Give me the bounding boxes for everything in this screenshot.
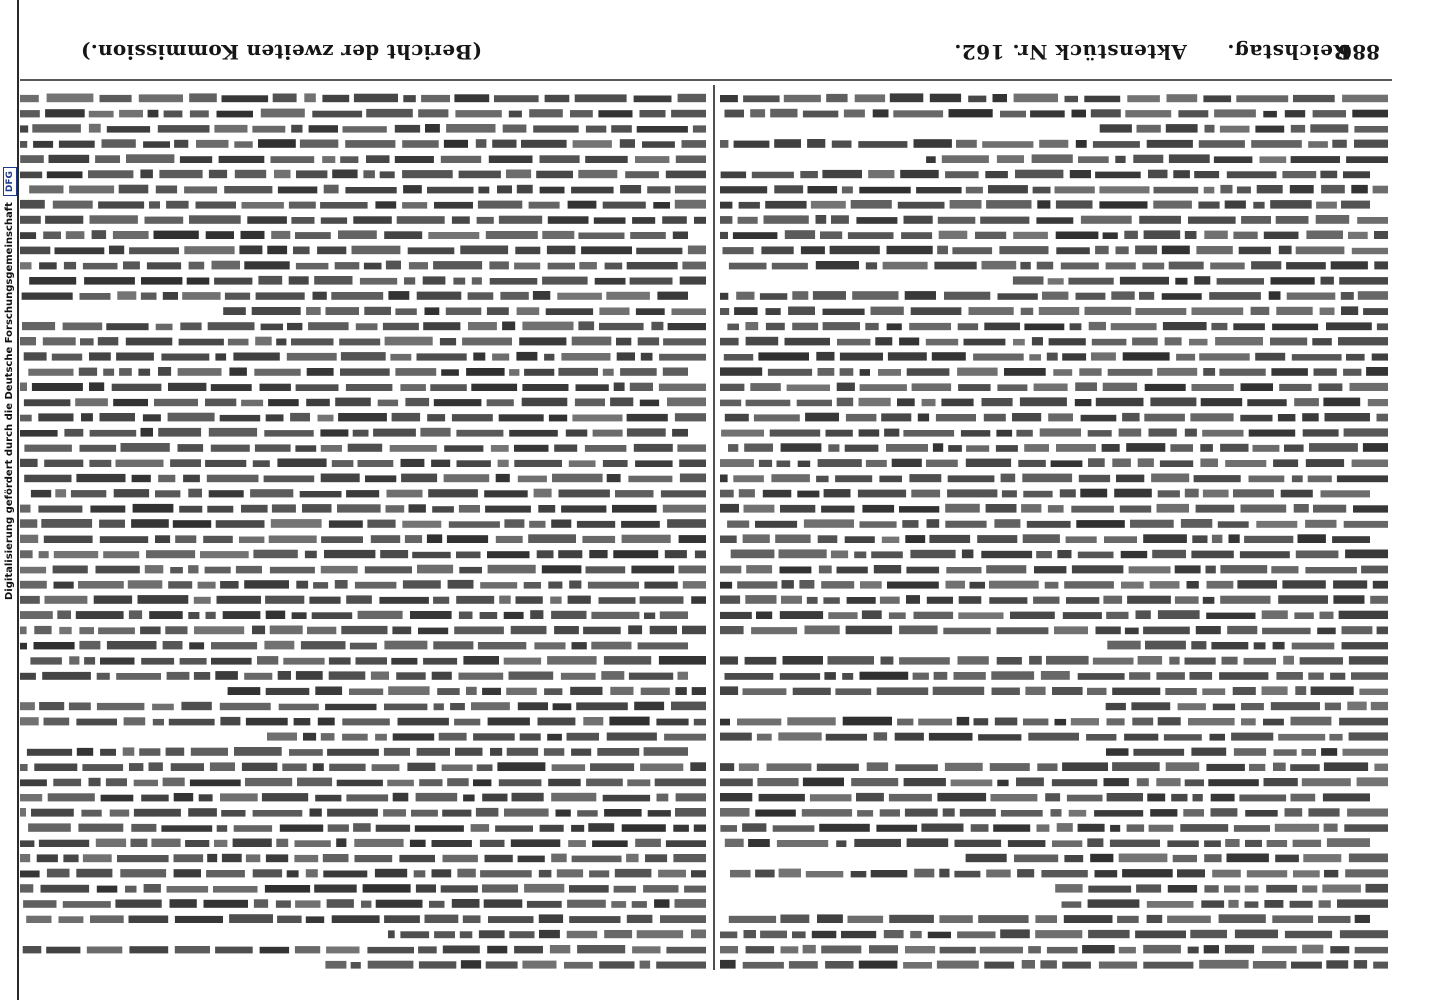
digitization-footer (2, 160, 17, 600)
page-number: 886 (1338, 40, 1380, 64)
running-head-center: Aktenstück Nr. 162. (953, 40, 1187, 64)
footer-text: Digitalisierung gefördert durch die Deutsche Forschungsgemeinschaft (4, 202, 15, 600)
dfg-logo: DFG (3, 167, 17, 196)
running-head-left: Reichstag. (1226, 40, 1350, 64)
running-head-right: (Bericht der zweiten Kommission.) (80, 40, 482, 64)
running-head (954, 42, 1350, 62)
